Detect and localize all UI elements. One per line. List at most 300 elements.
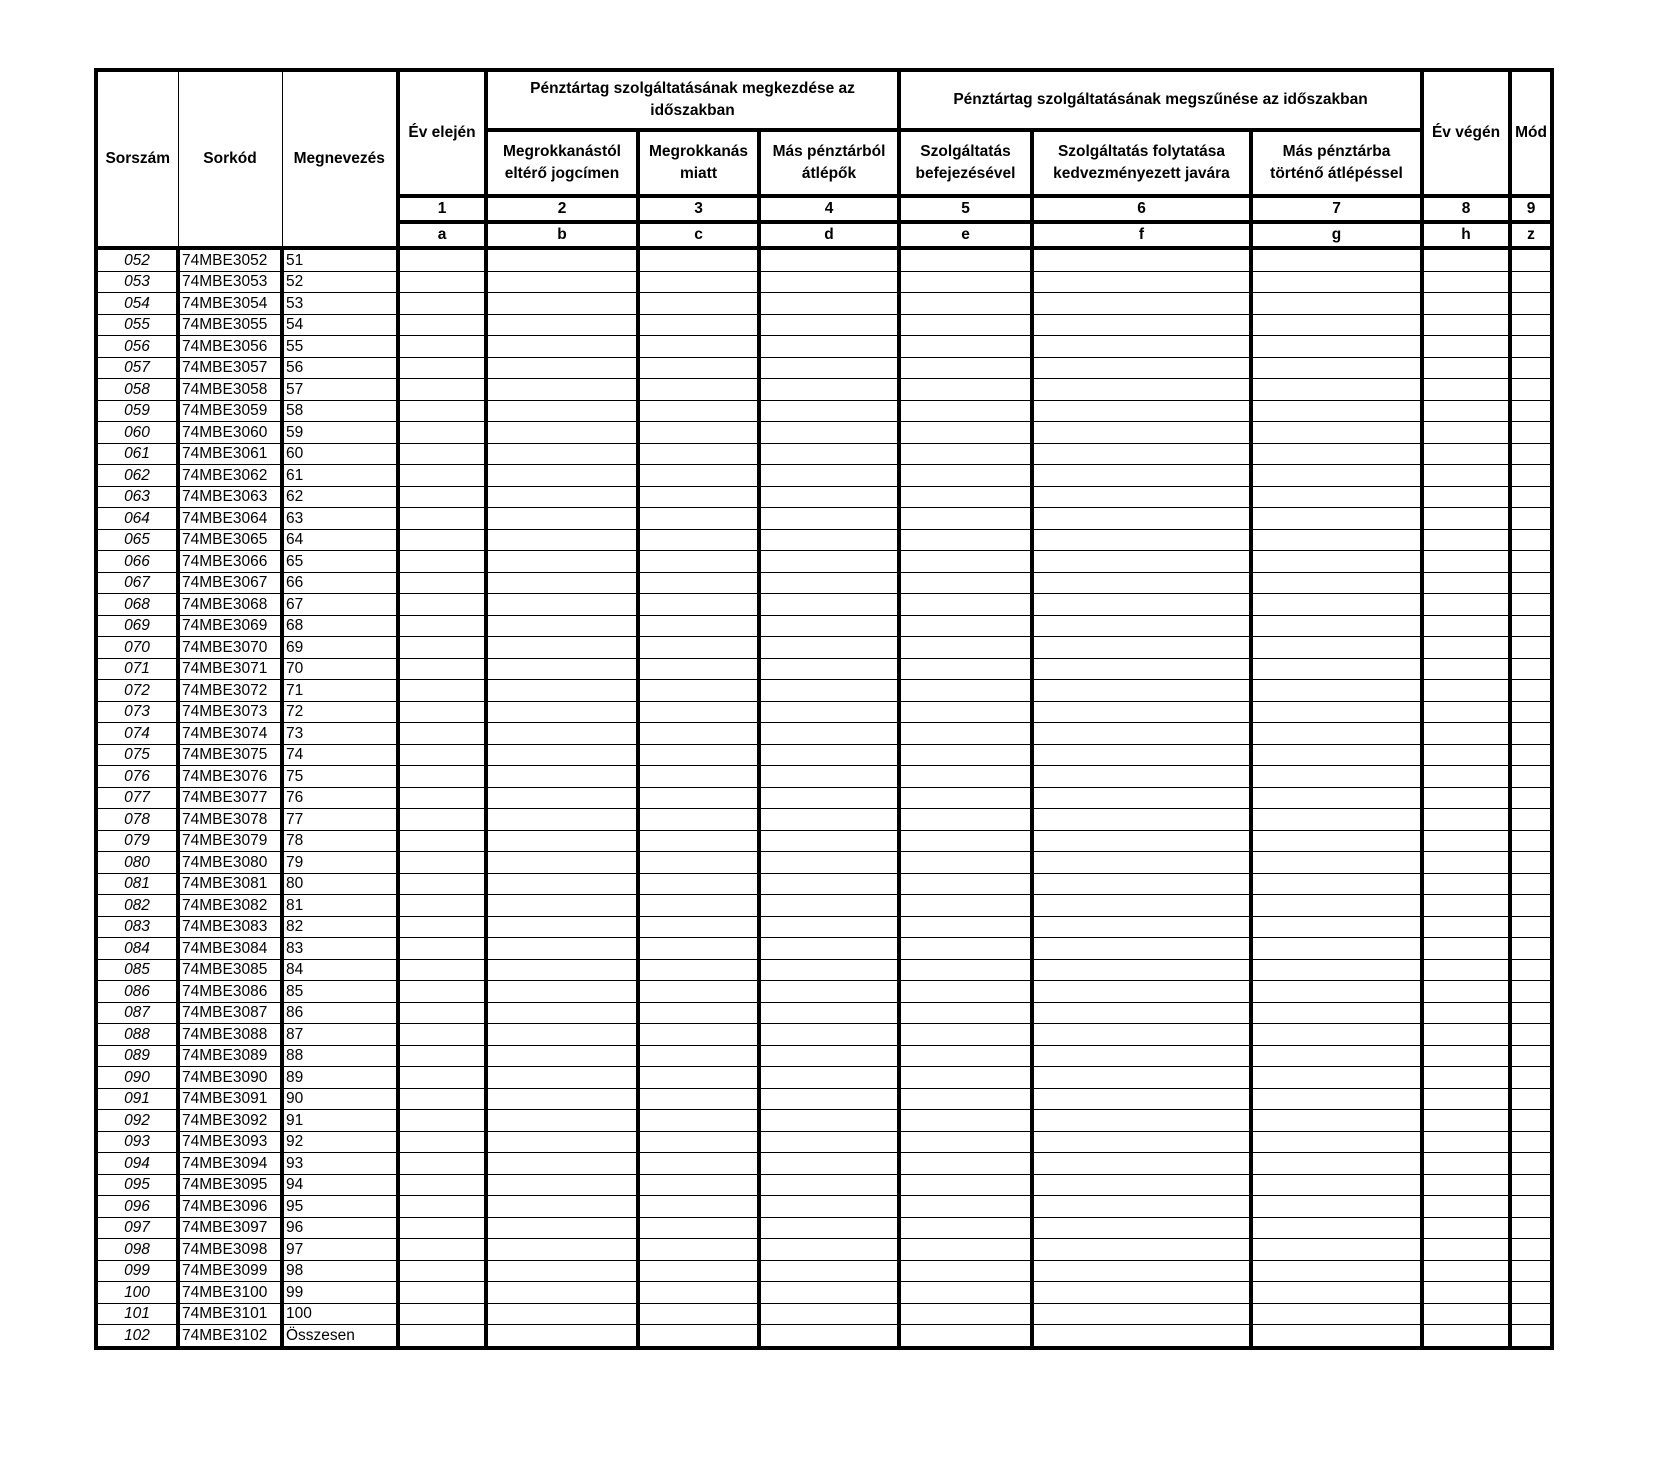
- value-cell[interactable]: [1251, 1239, 1422, 1261]
- value-cell[interactable]: [486, 1174, 638, 1196]
- value-cell[interactable]: [486, 830, 638, 852]
- value-cell[interactable]: [899, 551, 1032, 573]
- value-cell[interactable]: [1422, 1045, 1510, 1067]
- value-cell[interactable]: [1032, 701, 1251, 723]
- value-cell[interactable]: [1251, 465, 1422, 487]
- value-cell[interactable]: [899, 809, 1032, 831]
- value-cell[interactable]: [759, 379, 899, 401]
- value-cell[interactable]: [638, 1153, 759, 1175]
- value-cell[interactable]: [1251, 830, 1422, 852]
- value-cell[interactable]: [1032, 895, 1251, 917]
- value-cell[interactable]: [759, 293, 899, 315]
- value-cell[interactable]: [1510, 400, 1552, 422]
- value-cell[interactable]: [1032, 400, 1251, 422]
- value-cell[interactable]: [1032, 938, 1251, 960]
- value-cell[interactable]: [899, 572, 1032, 594]
- value-cell[interactable]: [759, 443, 899, 465]
- value-cell[interactable]: [759, 873, 899, 895]
- value-cell[interactable]: [1251, 486, 1422, 508]
- value-cell[interactable]: [1510, 830, 1552, 852]
- value-cell[interactable]: [486, 1282, 638, 1304]
- value-cell[interactable]: [759, 787, 899, 809]
- value-cell[interactable]: [638, 1088, 759, 1110]
- value-cell[interactable]: [1510, 701, 1552, 723]
- value-cell[interactable]: [1510, 443, 1552, 465]
- value-cell[interactable]: [1251, 981, 1422, 1003]
- value-cell[interactable]: [486, 1303, 638, 1325]
- value-cell[interactable]: [759, 1153, 899, 1175]
- value-cell[interactable]: [1032, 637, 1251, 659]
- value-cell[interactable]: [1251, 680, 1422, 702]
- value-cell[interactable]: [398, 1239, 486, 1261]
- value-cell[interactable]: [638, 744, 759, 766]
- value-cell[interactable]: [638, 615, 759, 637]
- value-cell[interactable]: [638, 422, 759, 444]
- value-cell[interactable]: [899, 744, 1032, 766]
- value-cell[interactable]: [1422, 787, 1510, 809]
- value-cell[interactable]: [1422, 723, 1510, 745]
- value-cell[interactable]: [1251, 336, 1422, 358]
- value-cell[interactable]: [1251, 787, 1422, 809]
- value-cell[interactable]: [638, 1217, 759, 1239]
- value-cell[interactable]: [638, 809, 759, 831]
- value-cell[interactable]: [1251, 1196, 1422, 1218]
- value-cell[interactable]: [1251, 873, 1422, 895]
- value-cell[interactable]: [1422, 1067, 1510, 1089]
- value-cell[interactable]: [486, 959, 638, 981]
- value-cell[interactable]: [486, 1260, 638, 1282]
- value-cell[interactable]: [398, 895, 486, 917]
- value-cell[interactable]: [1510, 787, 1552, 809]
- value-cell[interactable]: [1251, 723, 1422, 745]
- value-cell[interactable]: [398, 766, 486, 788]
- value-cell[interactable]: [1422, 1088, 1510, 1110]
- value-cell[interactable]: [759, 572, 899, 594]
- value-cell[interactable]: [398, 572, 486, 594]
- value-cell[interactable]: [1422, 379, 1510, 401]
- value-cell[interactable]: [486, 1088, 638, 1110]
- value-cell[interactable]: [1510, 1002, 1552, 1024]
- value-cell[interactable]: [1251, 701, 1422, 723]
- value-cell[interactable]: [1251, 1002, 1422, 1024]
- value-cell[interactable]: [1032, 1303, 1251, 1325]
- value-cell[interactable]: [759, 1303, 899, 1325]
- value-cell[interactable]: [398, 938, 486, 960]
- value-cell[interactable]: [1251, 1153, 1422, 1175]
- value-cell[interactable]: [899, 357, 1032, 379]
- value-cell[interactable]: [398, 1282, 486, 1304]
- value-cell[interactable]: [759, 465, 899, 487]
- value-cell[interactable]: [486, 1196, 638, 1218]
- value-cell[interactable]: [1510, 873, 1552, 895]
- value-cell[interactable]: [398, 787, 486, 809]
- value-cell[interactable]: [899, 981, 1032, 1003]
- value-cell[interactable]: [398, 529, 486, 551]
- value-cell[interactable]: [759, 551, 899, 573]
- value-cell[interactable]: [1422, 1260, 1510, 1282]
- value-cell[interactable]: [899, 465, 1032, 487]
- value-cell[interactable]: [1422, 680, 1510, 702]
- value-cell[interactable]: [398, 1217, 486, 1239]
- value-cell[interactable]: [759, 1196, 899, 1218]
- value-cell[interactable]: [638, 1282, 759, 1304]
- value-cell[interactable]: [759, 422, 899, 444]
- value-cell[interactable]: [899, 1196, 1032, 1218]
- value-cell[interactable]: [1510, 594, 1552, 616]
- value-cell[interactable]: [1510, 508, 1552, 530]
- value-cell[interactable]: [1422, 357, 1510, 379]
- value-cell[interactable]: [759, 809, 899, 831]
- value-cell[interactable]: [1422, 293, 1510, 315]
- value-cell[interactable]: [638, 1196, 759, 1218]
- value-cell[interactable]: [1032, 1153, 1251, 1175]
- value-cell[interactable]: [638, 830, 759, 852]
- value-cell[interactable]: [486, 594, 638, 616]
- value-cell[interactable]: [398, 852, 486, 874]
- value-cell[interactable]: [398, 248, 486, 271]
- value-cell[interactable]: [1510, 637, 1552, 659]
- value-cell[interactable]: [486, 1325, 638, 1348]
- value-cell[interactable]: [486, 551, 638, 573]
- value-cell[interactable]: [398, 637, 486, 659]
- value-cell[interactable]: [1510, 1196, 1552, 1218]
- value-cell[interactable]: [759, 594, 899, 616]
- value-cell[interactable]: [1032, 336, 1251, 358]
- value-cell[interactable]: [398, 981, 486, 1003]
- value-cell[interactable]: [1510, 271, 1552, 293]
- value-cell[interactable]: [398, 1067, 486, 1089]
- value-cell[interactable]: [638, 357, 759, 379]
- value-cell[interactable]: [899, 443, 1032, 465]
- value-cell[interactable]: [486, 357, 638, 379]
- value-cell[interactable]: [759, 1217, 899, 1239]
- value-cell[interactable]: [899, 529, 1032, 551]
- value-cell[interactable]: [638, 248, 759, 271]
- value-cell[interactable]: [899, 508, 1032, 530]
- value-cell[interactable]: [1510, 1067, 1552, 1089]
- value-cell[interactable]: [638, 1239, 759, 1261]
- value-cell[interactable]: [398, 293, 486, 315]
- value-cell[interactable]: [759, 336, 899, 358]
- value-cell[interactable]: [1032, 1045, 1251, 1067]
- value-cell[interactable]: [1510, 959, 1552, 981]
- value-cell[interactable]: [1422, 529, 1510, 551]
- value-cell[interactable]: [1422, 594, 1510, 616]
- value-cell[interactable]: [1032, 1174, 1251, 1196]
- value-cell[interactable]: [759, 1067, 899, 1089]
- value-cell[interactable]: [398, 443, 486, 465]
- value-cell[interactable]: [1510, 744, 1552, 766]
- value-cell[interactable]: [899, 637, 1032, 659]
- value-cell[interactable]: [899, 1174, 1032, 1196]
- value-cell[interactable]: [899, 1303, 1032, 1325]
- value-cell[interactable]: [1032, 766, 1251, 788]
- value-cell[interactable]: [899, 248, 1032, 271]
- value-cell[interactable]: [899, 1024, 1032, 1046]
- value-cell[interactable]: [1510, 615, 1552, 637]
- value-cell[interactable]: [1032, 293, 1251, 315]
- value-cell[interactable]: [398, 1260, 486, 1282]
- value-cell[interactable]: [398, 658, 486, 680]
- value-cell[interactable]: [1510, 379, 1552, 401]
- value-cell[interactable]: [1422, 422, 1510, 444]
- value-cell[interactable]: [1251, 572, 1422, 594]
- value-cell[interactable]: [1422, 701, 1510, 723]
- value-cell[interactable]: [638, 1303, 759, 1325]
- value-cell[interactable]: [1251, 766, 1422, 788]
- value-cell[interactable]: [1032, 1217, 1251, 1239]
- value-cell[interactable]: [899, 723, 1032, 745]
- value-cell[interactable]: [1510, 486, 1552, 508]
- value-cell[interactable]: [398, 1196, 486, 1218]
- value-cell[interactable]: [899, 594, 1032, 616]
- value-cell[interactable]: [638, 658, 759, 680]
- value-cell[interactable]: [1032, 271, 1251, 293]
- value-cell[interactable]: [638, 1325, 759, 1348]
- value-cell[interactable]: [1032, 379, 1251, 401]
- value-cell[interactable]: [899, 1153, 1032, 1175]
- value-cell[interactable]: [899, 1045, 1032, 1067]
- value-cell[interactable]: [1032, 830, 1251, 852]
- value-cell[interactable]: [638, 271, 759, 293]
- value-cell[interactable]: [1032, 551, 1251, 573]
- value-cell[interactable]: [486, 938, 638, 960]
- value-cell[interactable]: [486, 1002, 638, 1024]
- value-cell[interactable]: [486, 1153, 638, 1175]
- value-cell[interactable]: [1251, 1260, 1422, 1282]
- value-cell[interactable]: [899, 1002, 1032, 1024]
- value-cell[interactable]: [486, 248, 638, 271]
- value-cell[interactable]: [759, 830, 899, 852]
- value-cell[interactable]: [486, 895, 638, 917]
- value-cell[interactable]: [1032, 809, 1251, 831]
- value-cell[interactable]: [398, 400, 486, 422]
- value-cell[interactable]: [398, 379, 486, 401]
- value-cell[interactable]: [486, 658, 638, 680]
- value-cell[interactable]: [638, 766, 759, 788]
- value-cell[interactable]: [759, 1002, 899, 1024]
- value-cell[interactable]: [638, 637, 759, 659]
- value-cell[interactable]: [899, 959, 1032, 981]
- value-cell[interactable]: [759, 1045, 899, 1067]
- value-cell[interactable]: [1251, 293, 1422, 315]
- value-cell[interactable]: [899, 336, 1032, 358]
- value-cell[interactable]: [1251, 1325, 1422, 1348]
- value-cell[interactable]: [899, 1239, 1032, 1261]
- value-cell[interactable]: [899, 830, 1032, 852]
- value-cell[interactable]: [899, 852, 1032, 874]
- value-cell[interactable]: [1422, 400, 1510, 422]
- value-cell[interactable]: [1422, 1174, 1510, 1196]
- value-cell[interactable]: [1251, 379, 1422, 401]
- value-cell[interactable]: [1032, 314, 1251, 336]
- value-cell[interactable]: [759, 981, 899, 1003]
- value-cell[interactable]: [899, 938, 1032, 960]
- value-cell[interactable]: [1251, 1303, 1422, 1325]
- value-cell[interactable]: [638, 959, 759, 981]
- value-cell[interactable]: [1510, 895, 1552, 917]
- value-cell[interactable]: [638, 293, 759, 315]
- value-cell[interactable]: [1422, 938, 1510, 960]
- value-cell[interactable]: [899, 293, 1032, 315]
- value-cell[interactable]: [486, 1217, 638, 1239]
- value-cell[interactable]: [1251, 1067, 1422, 1089]
- value-cell[interactable]: [1032, 1196, 1251, 1218]
- value-cell[interactable]: [1422, 1110, 1510, 1132]
- value-cell[interactable]: [486, 701, 638, 723]
- value-cell[interactable]: [398, 744, 486, 766]
- value-cell[interactable]: [899, 400, 1032, 422]
- value-cell[interactable]: [1422, 1002, 1510, 1024]
- value-cell[interactable]: [1510, 314, 1552, 336]
- value-cell[interactable]: [638, 400, 759, 422]
- value-cell[interactable]: [398, 357, 486, 379]
- value-cell[interactable]: [398, 916, 486, 938]
- value-cell[interactable]: [1251, 529, 1422, 551]
- value-cell[interactable]: [899, 895, 1032, 917]
- value-cell[interactable]: [759, 248, 899, 271]
- value-cell[interactable]: [1032, 680, 1251, 702]
- value-cell[interactable]: [1032, 873, 1251, 895]
- value-cell[interactable]: [398, 594, 486, 616]
- value-cell[interactable]: [398, 1088, 486, 1110]
- value-cell[interactable]: [899, 486, 1032, 508]
- value-cell[interactable]: [759, 1174, 899, 1196]
- value-cell[interactable]: [1510, 1024, 1552, 1046]
- value-cell[interactable]: [398, 873, 486, 895]
- value-cell[interactable]: [398, 486, 486, 508]
- value-cell[interactable]: [899, 873, 1032, 895]
- value-cell[interactable]: [1422, 1131, 1510, 1153]
- value-cell[interactable]: [1510, 1325, 1552, 1348]
- value-cell[interactable]: [1251, 594, 1422, 616]
- value-cell[interactable]: [759, 744, 899, 766]
- value-cell[interactable]: [486, 486, 638, 508]
- value-cell[interactable]: [899, 1067, 1032, 1089]
- value-cell[interactable]: [899, 1131, 1032, 1153]
- value-cell[interactable]: [486, 873, 638, 895]
- value-cell[interactable]: [1032, 572, 1251, 594]
- value-cell[interactable]: [638, 594, 759, 616]
- value-cell[interactable]: [398, 1325, 486, 1348]
- value-cell[interactable]: [759, 314, 899, 336]
- value-cell[interactable]: [1032, 916, 1251, 938]
- value-cell[interactable]: [1032, 744, 1251, 766]
- value-cell[interactable]: [398, 1045, 486, 1067]
- value-cell[interactable]: [1422, 1325, 1510, 1348]
- value-cell[interactable]: [486, 293, 638, 315]
- value-cell[interactable]: [1032, 658, 1251, 680]
- value-cell[interactable]: [759, 1260, 899, 1282]
- value-cell[interactable]: [1032, 465, 1251, 487]
- value-cell[interactable]: [1510, 1217, 1552, 1239]
- value-cell[interactable]: [1032, 615, 1251, 637]
- value-cell[interactable]: [1422, 981, 1510, 1003]
- value-cell[interactable]: [638, 680, 759, 702]
- value-cell[interactable]: [1510, 723, 1552, 745]
- value-cell[interactable]: [1422, 895, 1510, 917]
- value-cell[interactable]: [1032, 787, 1251, 809]
- value-cell[interactable]: [1422, 336, 1510, 358]
- value-cell[interactable]: [1510, 658, 1552, 680]
- value-cell[interactable]: [1510, 1282, 1552, 1304]
- value-cell[interactable]: [759, 766, 899, 788]
- value-cell[interactable]: [486, 981, 638, 1003]
- value-cell[interactable]: [1422, 766, 1510, 788]
- value-cell[interactable]: [398, 830, 486, 852]
- value-cell[interactable]: [1422, 551, 1510, 573]
- value-cell[interactable]: [1251, 271, 1422, 293]
- value-cell[interactable]: [398, 551, 486, 573]
- value-cell[interactable]: [398, 1110, 486, 1132]
- value-cell[interactable]: [759, 1110, 899, 1132]
- value-cell[interactable]: [638, 1045, 759, 1067]
- value-cell[interactable]: [899, 787, 1032, 809]
- value-cell[interactable]: [1251, 1045, 1422, 1067]
- value-cell[interactable]: [1032, 529, 1251, 551]
- value-cell[interactable]: [486, 723, 638, 745]
- value-cell[interactable]: [486, 271, 638, 293]
- value-cell[interactable]: [486, 379, 638, 401]
- value-cell[interactable]: [1251, 357, 1422, 379]
- value-cell[interactable]: [486, 637, 638, 659]
- value-cell[interactable]: [1422, 1239, 1510, 1261]
- value-cell[interactable]: [1032, 723, 1251, 745]
- value-cell[interactable]: [486, 1110, 638, 1132]
- value-cell[interactable]: [1251, 658, 1422, 680]
- value-cell[interactable]: [1510, 336, 1552, 358]
- value-cell[interactable]: [486, 1045, 638, 1067]
- value-cell[interactable]: [899, 1260, 1032, 1282]
- value-cell[interactable]: [1251, 1024, 1422, 1046]
- value-cell[interactable]: [486, 766, 638, 788]
- value-cell[interactable]: [1510, 1303, 1552, 1325]
- value-cell[interactable]: [638, 486, 759, 508]
- value-cell[interactable]: [1510, 852, 1552, 874]
- value-cell[interactable]: [1510, 1131, 1552, 1153]
- value-cell[interactable]: [1422, 852, 1510, 874]
- value-cell[interactable]: [638, 1131, 759, 1153]
- value-cell[interactable]: [638, 379, 759, 401]
- value-cell[interactable]: [1032, 852, 1251, 874]
- value-cell[interactable]: [1032, 508, 1251, 530]
- value-cell[interactable]: [486, 1239, 638, 1261]
- value-cell[interactable]: [1251, 959, 1422, 981]
- value-cell[interactable]: [1032, 1325, 1251, 1348]
- value-cell[interactable]: [638, 873, 759, 895]
- value-cell[interactable]: [398, 615, 486, 637]
- value-cell[interactable]: [638, 314, 759, 336]
- value-cell[interactable]: [1510, 357, 1552, 379]
- value-cell[interactable]: [1510, 1260, 1552, 1282]
- value-cell[interactable]: [1032, 357, 1251, 379]
- value-cell[interactable]: [1422, 271, 1510, 293]
- value-cell[interactable]: [1251, 422, 1422, 444]
- value-cell[interactable]: [398, 1131, 486, 1153]
- value-cell[interactable]: [1422, 830, 1510, 852]
- value-cell[interactable]: [1510, 1153, 1552, 1175]
- value-cell[interactable]: [899, 658, 1032, 680]
- value-cell[interactable]: [1422, 465, 1510, 487]
- value-cell[interactable]: [759, 852, 899, 874]
- value-cell[interactable]: [1251, 637, 1422, 659]
- value-cell[interactable]: [638, 1174, 759, 1196]
- value-cell[interactable]: [1251, 508, 1422, 530]
- value-cell[interactable]: [638, 1260, 759, 1282]
- value-cell[interactable]: [486, 443, 638, 465]
- value-cell[interactable]: [1510, 938, 1552, 960]
- value-cell[interactable]: [638, 529, 759, 551]
